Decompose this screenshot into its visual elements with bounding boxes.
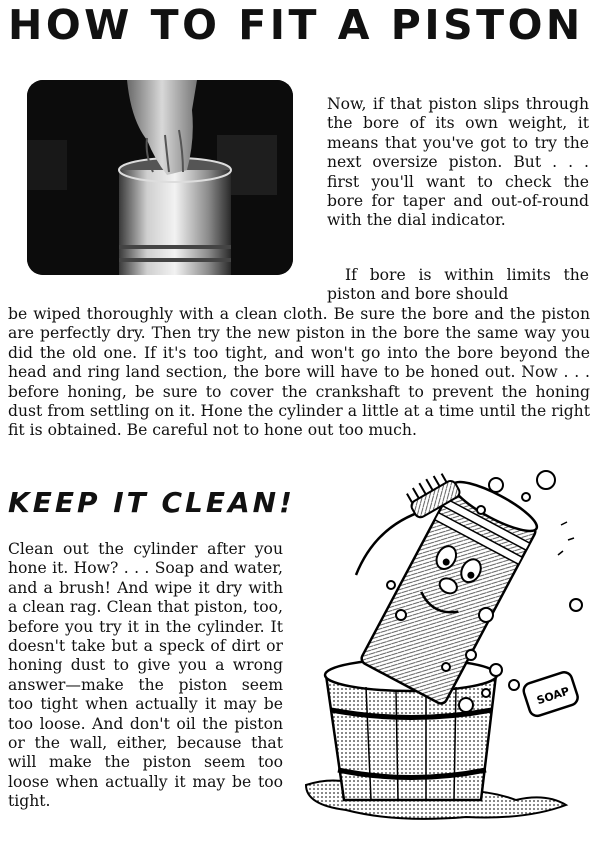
bore-paragraph-start (327, 266, 589, 305)
intro-paragraph: Now, if that piston slips through the bore of its own weight, it means that you've got to try the next oversize piston. But . . . first you'll want to check the bore for taper and out-of-round with the dial indicator. (327, 95, 589, 230)
bore-paragraph-rest: be wiped thoroughly with a clean cloth. Be sure the bore and the piston are perfectly dry. Then try the new piston in the bore the same way you did the old one. If it's too tight, and won't go into the bore beyond the head and ring land section, the bore will have to be honed out. Now . . . before honing, be sure to cover the crankshaft to prevent the honing dust from settling on it. Hone the cylinder a little at a time until the right fit is obtained. Be careful not to hone out too much. (8, 305, 590, 440)
hand-holding-piston-photo (27, 80, 293, 275)
piston-bathing-cartoon (296, 455, 596, 845)
soap-label: SOAP (535, 684, 572, 708)
clean-paragraph: Clean out the cylinder after you hone it. How? . . . Soap and water, and a brush! And wipe it dry with a clean rag. Clean that piston, too, before you try it in the cylinder. It doesn't take but a speck of dirt or honing dust to give you a wrong answer—make the piston seem too tight when actually it may be too loose. And don't oil the piston or the wall, either, because that will make the piston seem too loose when actually it may be too tight. (8, 540, 283, 811)
bore-paragraph-start-text: If bore is within limits the piston and bore should (327, 266, 589, 304)
page-title: HOW TO FIT A PISTON (8, 1, 584, 49)
section-title: KEEP IT CLEAN! (8, 486, 295, 519)
